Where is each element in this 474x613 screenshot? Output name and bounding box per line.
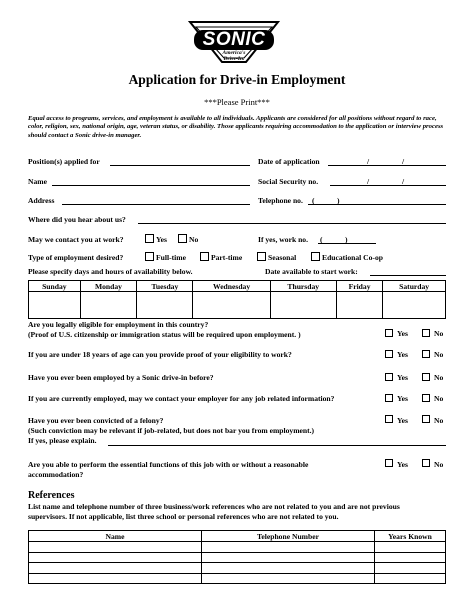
address-field[interactable] bbox=[62, 204, 250, 205]
ref-name-cell[interactable] bbox=[29, 542, 202, 553]
start-date-label: Date available to start work: bbox=[265, 267, 358, 276]
ref-col-name: Name bbox=[29, 531, 202, 542]
telephone-label: Telephone no. bbox=[258, 196, 303, 205]
ref-phone-cell[interactable] bbox=[202, 563, 375, 574]
address-label: Address bbox=[28, 196, 55, 205]
references-text-1: List name and telephone number of three business/work references who are not related to you and are not previous bbox=[28, 502, 400, 511]
logo-tagline-1: America's bbox=[222, 50, 246, 56]
part-time-label: Part-time bbox=[211, 253, 243, 262]
question-explain: If yes, please explain. bbox=[28, 436, 97, 445]
hours-monday[interactable] bbox=[80, 292, 137, 319]
question-text: Are you able to perform the essential functions of this job with or without a reasonable bbox=[28, 460, 309, 469]
q1-no-checkbox[interactable] bbox=[422, 329, 430, 337]
date-slash-1: / bbox=[367, 157, 370, 166]
q4-yes-label: Yes bbox=[397, 394, 408, 403]
ref-years-cell[interactable] bbox=[375, 563, 446, 574]
part-time-checkbox[interactable] bbox=[200, 252, 209, 261]
q4-yes-checkbox[interactable] bbox=[385, 394, 393, 402]
availability-note: Please specify days and hours of availability below. bbox=[28, 267, 193, 276]
question-contact-employer: If you are currently employed, may we contact your employer for any job related information? bbox=[28, 394, 335, 403]
question-note: (Proof of U.S. citizenship or immigration status will be required upon employment. ) bbox=[28, 330, 301, 339]
day-friday: Friday bbox=[336, 281, 382, 292]
ref-col-telephone: Telephone Number bbox=[202, 531, 375, 542]
name-field[interactable] bbox=[52, 185, 250, 186]
position-field[interactable] bbox=[110, 165, 250, 166]
table-row bbox=[29, 542, 446, 553]
q5-no-label: No bbox=[434, 416, 444, 425]
table-row bbox=[29, 563, 446, 574]
contact-work-no-checkbox[interactable] bbox=[178, 234, 187, 243]
contact-work-no-label: No bbox=[189, 235, 199, 244]
availability-table bbox=[28, 280, 446, 319]
work-paren-open: ( bbox=[320, 235, 323, 244]
q3-yes-label: Yes bbox=[397, 373, 408, 382]
seasonal-label: Seasonal bbox=[268, 253, 297, 262]
full-time-label: Full-time bbox=[156, 253, 186, 262]
ref-name-cell[interactable] bbox=[29, 573, 202, 584]
telephone-paren-close: ) bbox=[337, 196, 340, 205]
question-note: (Such conviction may be relevant if job-related, but does not bar you from employment.) bbox=[28, 426, 315, 435]
sonic-logo bbox=[186, 18, 282, 66]
q6-yes-label: Yes bbox=[397, 460, 408, 469]
references-instructions bbox=[28, 502, 458, 521]
where-hear-field[interactable] bbox=[138, 223, 446, 224]
telephone-paren-open: ( bbox=[312, 196, 315, 205]
day-monday: Monday bbox=[80, 281, 137, 292]
references-header-row bbox=[29, 531, 446, 542]
day-thursday: Thursday bbox=[270, 281, 336, 292]
q2-yes-label: Yes bbox=[397, 350, 408, 359]
hours-wednesday[interactable] bbox=[193, 292, 270, 319]
q3-yes-checkbox[interactable] bbox=[385, 373, 393, 381]
table-row bbox=[29, 573, 446, 584]
q6-yes-checkbox[interactable] bbox=[385, 459, 393, 467]
hours-thursday[interactable] bbox=[270, 292, 336, 319]
ref-years-cell[interactable] bbox=[375, 542, 446, 553]
ref-col-years: Years Known bbox=[375, 531, 446, 542]
ssn-field[interactable] bbox=[330, 185, 446, 186]
references-text-2: supervisors. If not applicable, list three school or personal references who are not related to you. bbox=[28, 511, 339, 521]
date-application-field[interactable] bbox=[328, 165, 446, 166]
coop-label: Educational Co-op bbox=[322, 253, 383, 262]
references-table bbox=[28, 530, 446, 584]
q3-no-label: No bbox=[434, 373, 444, 382]
work-paren-close: ) bbox=[345, 235, 348, 244]
table-row bbox=[29, 552, 446, 563]
coop-checkbox[interactable] bbox=[311, 252, 320, 261]
work-number-label: If yes, work no. bbox=[258, 235, 308, 244]
availability-hours-row bbox=[29, 292, 446, 319]
where-hear-label: Where did you hear about us? bbox=[28, 215, 126, 224]
ssn-label: Social Security no. bbox=[258, 177, 319, 186]
day-wednesday: Wednesday bbox=[193, 281, 270, 292]
date-slash-2: / bbox=[402, 157, 405, 166]
q5-yes-label: Yes bbox=[397, 416, 408, 425]
q1-yes-checkbox[interactable] bbox=[385, 329, 393, 337]
question-under-18: If you are under 18 years of age can you provide proof of your eligibility to work? bbox=[28, 350, 292, 359]
felony-explain-field[interactable] bbox=[108, 445, 446, 446]
equal-access-disclaimer: Equal access to programs, services, and employment is available to all individuals. Applicants are considered for all positions without regard to race, color, religion, sex, national origin, age, veteran status, or disability. Those applicants requiring accommodation to the application or interview process should contact a Sonic drive-in manager. bbox=[28, 115, 444, 139]
q2-yes-checkbox[interactable] bbox=[385, 350, 393, 358]
ref-phone-cell[interactable] bbox=[202, 542, 375, 553]
ref-name-cell[interactable] bbox=[29, 552, 202, 563]
references-heading: References bbox=[28, 490, 75, 501]
full-time-checkbox[interactable] bbox=[145, 252, 154, 261]
day-saturday: Saturday bbox=[383, 281, 446, 292]
ref-phone-cell[interactable] bbox=[202, 552, 375, 563]
ref-phone-cell[interactable] bbox=[202, 573, 375, 584]
page-title: Application for Drive-in Employment bbox=[128, 72, 346, 87]
date-application-label: Date of application bbox=[258, 157, 320, 166]
q1-yes-label: Yes bbox=[397, 329, 408, 338]
contact-work-yes-label: Yes bbox=[156, 235, 167, 244]
question-essential-functions bbox=[28, 460, 388, 480]
availability-header-row bbox=[29, 281, 446, 292]
question-employed-before: Have you ever been employed by a Sonic drive-in before? bbox=[28, 373, 214, 382]
q6-no-label: No bbox=[434, 460, 444, 469]
hours-sunday[interactable] bbox=[29, 292, 81, 319]
q3-no-checkbox[interactable] bbox=[422, 373, 430, 381]
question-text-cont: accommodation? bbox=[28, 470, 84, 479]
seasonal-checkbox[interactable] bbox=[257, 252, 266, 261]
name-label: Name bbox=[28, 177, 47, 186]
position-label: Position(s) applied for bbox=[28, 157, 100, 166]
contact-work-label: May we contact you at work? bbox=[28, 235, 124, 244]
logo-tagline-2: Drive-In. bbox=[223, 56, 245, 62]
ref-years-cell[interactable] bbox=[375, 552, 446, 563]
page-subtitle: ***Please Print*** bbox=[204, 97, 270, 107]
hours-tuesday[interactable] bbox=[137, 292, 193, 319]
type-employment-label: Type of employment desired? bbox=[28, 253, 124, 262]
ssn-slash-2: / bbox=[402, 177, 405, 186]
logo-brand: SONIC bbox=[202, 29, 266, 50]
telephone-field[interactable] bbox=[308, 204, 446, 205]
ref-name-cell[interactable] bbox=[29, 563, 202, 574]
ssn-slash-1: / bbox=[367, 177, 370, 186]
q4-no-label: No bbox=[434, 394, 444, 403]
ref-years-cell[interactable] bbox=[375, 573, 446, 584]
q5-yes-checkbox[interactable] bbox=[385, 415, 393, 423]
contact-work-yes-checkbox[interactable] bbox=[145, 234, 154, 243]
q1-no-label: No bbox=[434, 329, 444, 338]
q5-no-checkbox[interactable] bbox=[422, 415, 430, 423]
question-text: Have you ever been convicted of a felony? bbox=[28, 416, 164, 425]
q2-no-checkbox[interactable] bbox=[422, 350, 430, 358]
day-tuesday: Tuesday bbox=[137, 281, 193, 292]
start-date-field[interactable] bbox=[370, 275, 446, 276]
question-text: Are you legally eligible for employment in this country? bbox=[28, 320, 209, 329]
hours-friday[interactable] bbox=[336, 292, 382, 319]
q2-no-label: No bbox=[434, 350, 444, 359]
q6-no-checkbox[interactable] bbox=[422, 459, 430, 467]
q4-no-checkbox[interactable] bbox=[422, 394, 430, 402]
hours-saturday[interactable] bbox=[383, 292, 446, 319]
day-sunday: Sunday bbox=[29, 281, 81, 292]
